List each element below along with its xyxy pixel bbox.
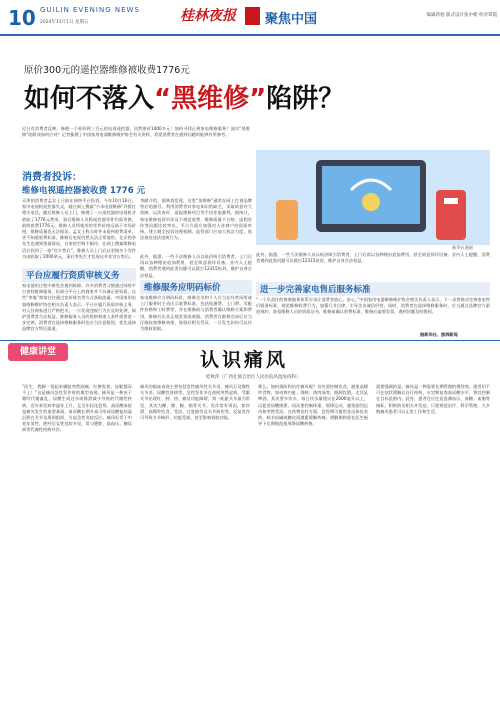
issue-date: 2024年11月1日 星期五 <box>40 20 89 25</box>
section1-body: 天津的消费者孟女士日前在网络平台投诉，今年10月16日，家中电视机遥控器失灵，她在网上搜索“小米电视维修”并拨打相关电话，随后维修人员上门，修理了一台遥控器的电视机并收取了1776元费用。事后维修人员称遥控器零件均需更换，最终收费1776元。维修人员所使用的零件价格远高于市场价格，维修质量也无法保证。孟女士称当时并未看到收费清单，更不知道收费标准，维修后电视仍然无法正常使用。北京的李先生也遇到类似情况，自家的空调不制冷，在网上搜索维修电话后找到了一家“官方售后”，维修人员上门后以更换多个零件为由收取了2000余元，事后李先生才发现这并非官方售后。 <box>22 198 136 259</box>
section4-body: “一个负责任的维修服务体系应该让消费者放心、安心。”中国家用电器维修维护协会相关负责人表示，下一步将推动完善家电售后服务标准，规范维修收费行为，加强行业自律，引导企业诚信经营。同时，消费者在选择维修服务时，应当通过品牌官方渠道预约，查看维修人员的资质证书，维修前确认收费标准，维修后索要发票，遇到问题及时维权。 <box>256 297 490 315</box>
right-body: 此外，据悉，一些不法维修人员以低价吸引消费者，上门后再以各种理由追加费用，甚至故意损坏设备。业内人士提醒，消费者遇到此类问题可以拨打12315投诉，维护自身合法权益。 <box>256 252 490 264</box>
section-marker <box>245 7 260 25</box>
editor-credits: 编辑蒋旭 版式设计张中朝 校对覃霞 <box>426 13 497 18</box>
section1-title: 消费者投诉： <box>22 172 82 183</box>
section3-title: 维修服务应明码标价 <box>140 280 252 294</box>
health-column-3: 那么，如何预防和治疗痛风呢？首先要控制饮食，避免高嘌呤食物，如动物内脏、海鲜、浓肉汤等，限制饮酒，尤其是啤酒。其次要多饮水，每日饮水量建议在2000毫升以上，以促进尿酸排泄。再次要控制体重、规律运动，避免剧烈运动和突然受凉。在药物治疗方面，急性期可使用非甾体抗炎药、秋水仙碱或糖皮质激素缓解疼痛，缓解期则需在医生指导下长期规范使用降尿酸药物。 <box>258 384 368 427</box>
article-source: 据新华社、澎湃新闻 <box>420 332 458 337</box>
section1-subtitle: 维修电视遥控器被收费 1776 元 <box>22 186 146 196</box>
headline-part: 陷阱？ <box>266 84 345 114</box>
masthead <box>0 0 500 36</box>
health-column-4: 需要强调的是，痛风是一种需要长期管理的慢性病，患者切不可在症状缓解后自行停药，应定期复查血尿酸水平，将其控制在目标范围内。此外，患者还应注意监测血压、血糖、血脂等指标，积极防治相关并发症。只要规范治疗、科学管理，大多数痛风患者可以正常工作和生活。 <box>376 384 490 414</box>
section3-body: 家电维修应当明码标价，维修企业和个人应当在经营场所或上门服务时主动出示收费标准，包括检测费、上门费、零配件价格和工时费等，并在维修前与消费者确认维修方案和费用，维修后出具正规发票或收据。消费者在维修完成后应当仔细检查维修效果，保留好相关凭证，一旦发生纠纷可以作为维权依据。 <box>140 295 252 332</box>
health-column-2: 痛风的临床表现主要包括急性痛风性关节炎、痛风石及慢性关节炎、尿酸性肾病等。急性发作多在夜间突然起病，受累关节出现红、肿、热、痛及功能障碍，第一跖趾关节最为常见，其次为踝、膝、腕、指等关节。发作常有诱因，如饮酒、高嘌呤饮食、受凉、过度疲劳及关节损伤等。反复发作可导致关节畸形、功能受损，甚至影响肾脏功能。 <box>140 384 250 421</box>
health-column-badge: 健康讲堂 <box>8 343 68 361</box>
headline-quote: “黑维修” <box>154 84 267 114</box>
health-column-1: “医生，我脚一觉起来脚趾突然剧痛，红肿发热，连鞋都穿不上！”这是痛风急性发作时的典型表现。痛风是一种由于嘌呤代谢紊乱、尿酸生成过多或排泄减少导致的代谢性疾病，近年来发病率逐年上升，且呈年轻化趋势。高尿酸血症是痛风发生的重要基础，血尿酸长期升高可形成尿酸盐结晶沉积在关节及周围组织，引起急性炎症反应。痛风好发于中老年男性，绝经后女性也较多见，常与肥胖、高血压、糖尿病等代谢性疾病并存。 <box>22 384 132 433</box>
newspaper-logo: 桂林夜报 <box>180 8 236 24</box>
paper-english-name: GUILIN EVENING NEWS <box>40 6 140 14</box>
cartoon-drawing <box>256 150 490 245</box>
section4-title: 进一步完善家电售后服务标准 <box>256 282 490 296</box>
illustration-credit: 新华社漫画 <box>452 245 473 250</box>
page-number: 10 <box>8 6 36 30</box>
section2-body: 家电使用过程中难免会遇到故障，许多消费者习惯通过网络平台查找维修服务，但部分平台上的商家并不具备正规资质，这些“李鬼”商家往往通过竞价排名等方式获取流量。中国家用电器维修维护协会相关负责人表示，平台应履行资质审核义务，对入驻商家进行严格把关，一旦发现违规行为应及时处理，保护消费者合法权益。维修服务人员的资格和准入条件需要进一步完善，消费者在选择维修服务时也应当注意甄别，优先选择品牌官方售后渠道。 <box>22 283 136 332</box>
center-body-2: 此外，据悉，一些不法维修人员以低价吸引消费者，上门后再以各种理由追加费用，甚至故意损坏设备。业内人士提醒，消费者遇到此类问题可以拨打12315投诉，维护自身合法权益。 <box>140 254 252 278</box>
article-intro: 近日有消费者反映，修理一个原价两三百元的电视遥控器，居然要价1000多元！如何寻找正规家电维修服务？面对“黑维修”陷阱该如何应对？记者梳理了中国家用电器维修维护协会有关资料，希望消费者在遇到问题时能够有所参考。 <box>22 126 250 138</box>
section2-title: 平台应履行资质审核义务 <box>22 268 136 282</box>
headline-part: 如何不落入 <box>24 84 155 114</box>
health-article-title: 认识痛风 <box>200 349 289 371</box>
article-subhead: 原价300元的遥控器维修被收费1776元 <box>24 65 190 76</box>
center-body: 李献介绍，据调查发现，这类“黑维修”通常在网上打着品牌售后的旗号，利用消费者对家电知识的缺乏，采取故意夸大故障、以次充好、虚报维修项目等手段牟取暴利。据统计，家电维修投诉中涉及不规范收费、维修质量不合格、虚假宣传等问题比较突出。平台方面应加强对入驻商户的资质审核，建立健全投诉处理机制；监管部门应加大执法力度，依法查处违法违规行为。 <box>140 198 252 241</box>
cartoon-illustration <box>256 150 490 245</box>
article-headline <box>24 78 344 115</box>
section-divider <box>0 340 500 341</box>
health-article-byline: 桂秋萍（广西壮族自治区人民医院风湿免疫科） <box>206 375 301 380</box>
section-name: 聚焦中国 <box>265 12 318 27</box>
